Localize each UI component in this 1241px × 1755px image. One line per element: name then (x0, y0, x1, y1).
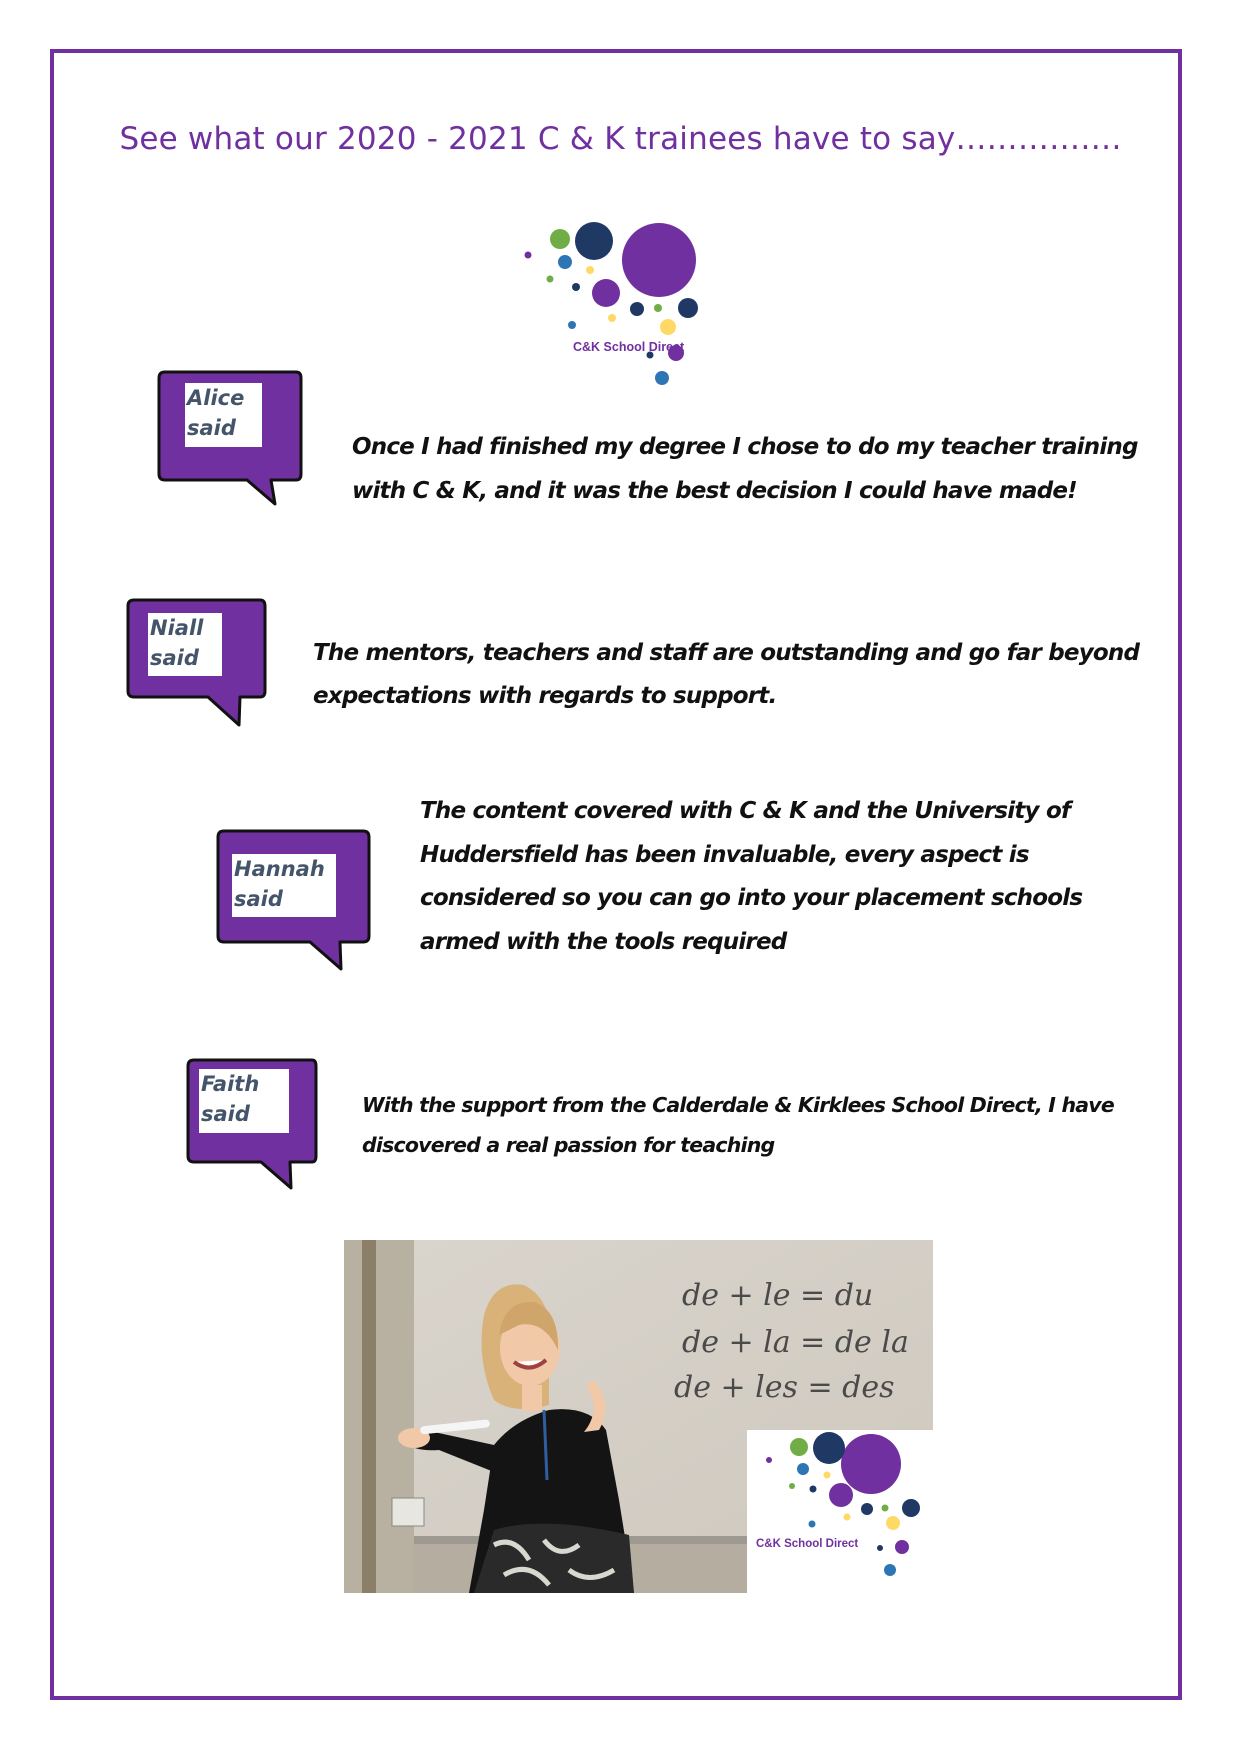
trainee-name-tag (148, 613, 222, 676)
said-label: said (187, 416, 236, 440)
logo-dot (572, 283, 580, 291)
logo-dot (525, 252, 532, 259)
speech-bubble-niall (125, 598, 268, 733)
testimonial-quote-hannah (420, 790, 1082, 964)
logo-dot (586, 266, 594, 274)
quote-line: The content covered with C & K and the University of (420, 798, 1071, 824)
logo-dot (550, 229, 570, 249)
logo-dot (630, 302, 644, 316)
ck-logo (510, 220, 730, 395)
testimonial-quote-alice (352, 425, 1138, 513)
logo-dot (608, 314, 616, 322)
whiteboard-line: de + les = des (674, 1370, 895, 1405)
quote-line: expectations with regards to support. (313, 683, 777, 709)
quote-line: considered so you can go into your placement schools (420, 885, 1083, 911)
quote-line: with C & K, and it was the best decision I could have made! (352, 478, 1077, 504)
logo-dot (655, 371, 669, 385)
whiteboard-line: de + la = de la (682, 1325, 909, 1360)
speech-bubble-alice (155, 370, 303, 510)
logo-dot (575, 222, 613, 260)
quote-line: discovered a real passion for teaching (362, 1133, 775, 1157)
logo-dot (568, 321, 576, 329)
quote-line: armed with the tools required (420, 928, 787, 955)
logo-dot (592, 279, 620, 307)
said-label: said (201, 1102, 250, 1126)
inset-logo-text: C&K School Direct (756, 1538, 859, 1550)
light-switch (392, 1498, 424, 1526)
trainee-name: Hannah (234, 857, 325, 881)
logo-dot (558, 255, 572, 269)
quote-line: Once I had finished my degree I chose to do my teacher training (352, 434, 1138, 460)
logo-dot (547, 276, 554, 283)
logo-dot (622, 223, 696, 297)
said-label: said (150, 646, 199, 670)
testimonial-quote-faith (362, 1085, 1114, 1165)
trainee-photo (344, 1240, 933, 1593)
logo-text: C&K School Direct (573, 340, 685, 354)
trainee-name-tag (185, 383, 262, 447)
whiteboard-line: de + le = du (682, 1278, 874, 1313)
speech-bubble-faith (185, 1058, 320, 1194)
logo-dot (660, 319, 676, 335)
trainee-name: Alice (187, 386, 245, 410)
said-label: said (234, 887, 283, 911)
trainee-name-tag (199, 1069, 289, 1133)
trainee-name: Faith (201, 1072, 260, 1096)
logo-dot (678, 298, 698, 318)
trainee-name-tag (232, 854, 336, 917)
wall-trim (362, 1240, 376, 1593)
quote-line: The mentors, teachers and staff are outstanding and go far beyond (313, 640, 1140, 666)
wall-panel (344, 1240, 414, 1593)
quote-line: With the support from the Calderdale & Kirklees School Direct, I have (362, 1093, 1114, 1117)
logo-dot (654, 304, 662, 312)
trainee-name: Niall (150, 616, 204, 640)
testimonial-quote-niall (313, 632, 1139, 718)
speech-bubble-hannah (214, 829, 372, 975)
quote-line: Huddersfield has been invaluable, every aspect is (420, 841, 1029, 868)
page-title: See what our 2020 - 2021 C & K trainees have to say……………. (119, 121, 1122, 157)
